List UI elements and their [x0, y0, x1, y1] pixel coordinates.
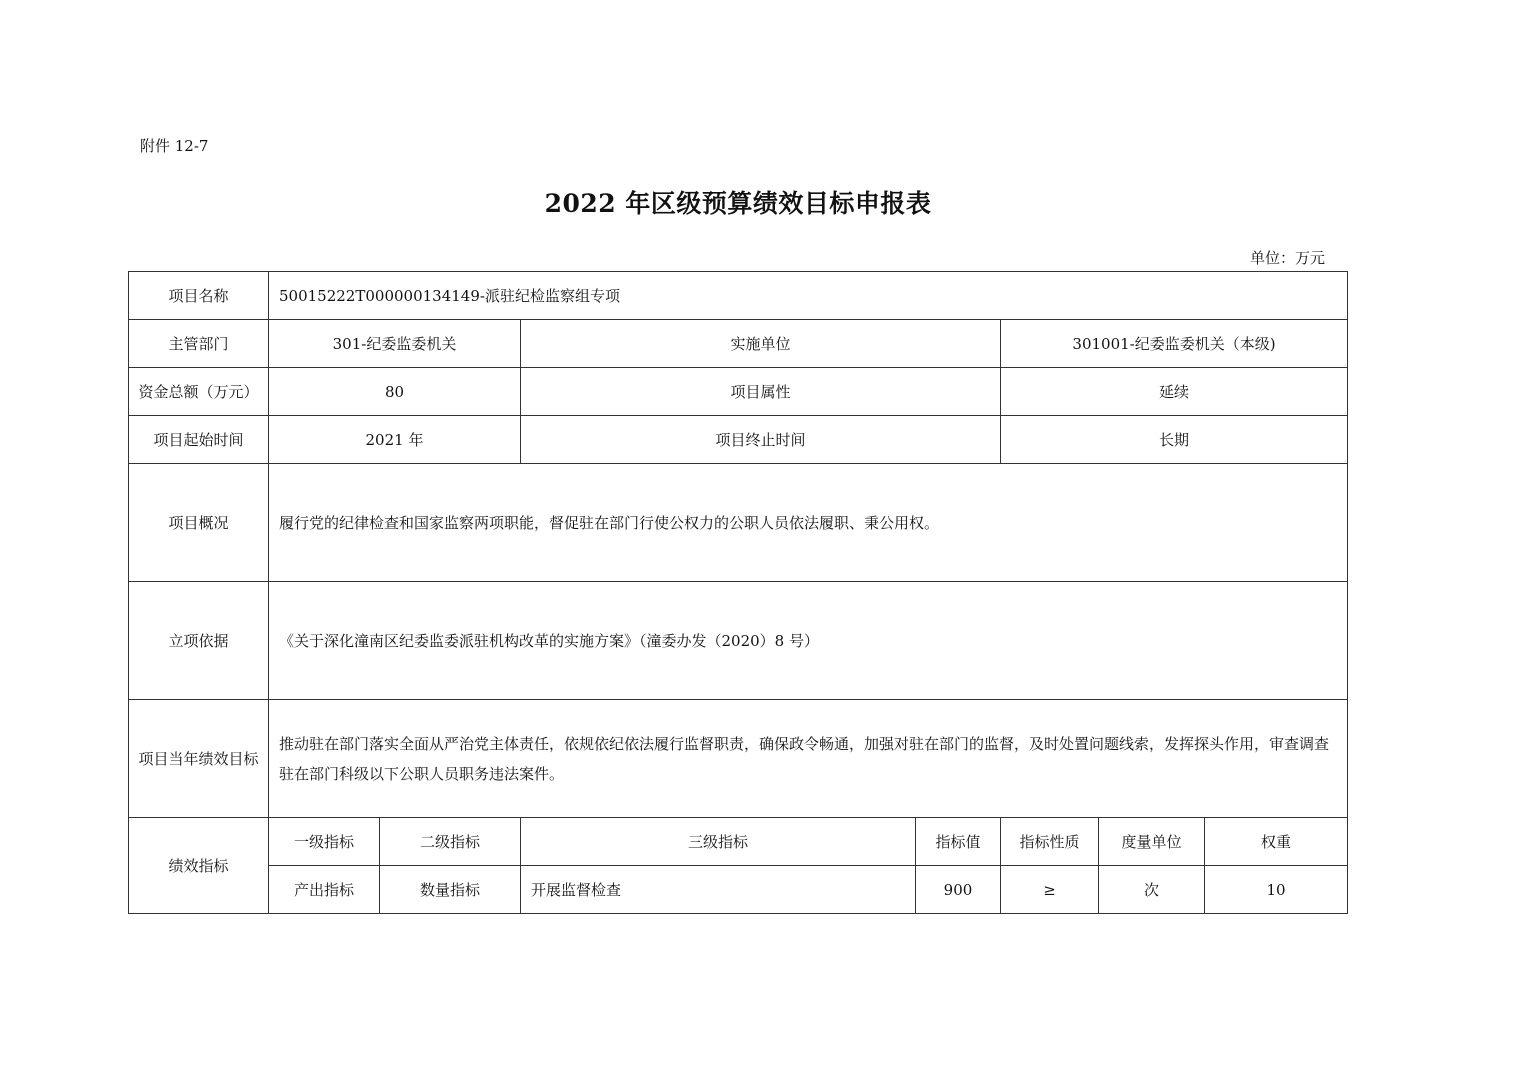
- unit-label: 单位：万元: [1250, 249, 1326, 267]
- funds-label: 资金总额（万元）: [129, 368, 269, 416]
- basis-label: 立项依据: [129, 582, 269, 700]
- indicator-header-level3: 三级指标: [521, 818, 916, 866]
- funds-value: 80: [269, 368, 521, 416]
- row-department: [129, 320, 1348, 368]
- indicator-weight: 10: [1205, 866, 1348, 914]
- indicator-level2: 数量指标: [380, 866, 521, 914]
- indicator-value: 900: [916, 866, 1001, 914]
- row-funds: [129, 368, 1348, 416]
- end-time-label: 项目终止时间: [521, 416, 1001, 464]
- implementing-unit-value: 301001-纪委监委机关（本级): [1001, 320, 1348, 368]
- start-time-label: 项目起始时间: [129, 416, 269, 464]
- indicator-header-level1: 一级指标: [269, 818, 380, 866]
- indicator-header-nature: 指标性质: [1001, 818, 1099, 866]
- start-time-value: 2021 年: [269, 416, 521, 464]
- indicators-label: 绩效指标: [129, 818, 269, 914]
- row-period: [129, 416, 1348, 464]
- overview-label: 项目概况: [129, 464, 269, 582]
- row-overview: [129, 464, 1348, 582]
- project-name-value: 50015222T000000134149-派驻纪检监察组专项: [269, 272, 1348, 320]
- page-title: 2022 年区级预算绩效目标申报表: [544, 189, 932, 218]
- indicator-header-weight: 权重: [1205, 818, 1348, 866]
- project-attribute-label: 项目属性: [521, 368, 1001, 416]
- overview-value: 履行党的纪律检查和国家监察两项职能，督促驻在部门行使公权力的公职人员依法履职、秉公用权。: [269, 464, 1348, 582]
- project-attribute-value: 延续: [1001, 368, 1348, 416]
- row-goal: [129, 700, 1348, 818]
- project-name-label: 项目名称: [129, 272, 269, 320]
- goal-value: 推动驻在部门落实全面从严治党主体责任，依规依纪依法履行监督职责，确保政令畅通，加强对驻在部门的监督，及时处置问题线索，发挥探头作用，审查调查驻在部门科级以下公职人员职务违法案件。: [269, 700, 1348, 818]
- indicator-row: [129, 866, 1348, 914]
- basis-value: 《关于深化潼南区纪委监委派驻机构改革的实施方案》（潼委办发（2020）8 号）: [269, 582, 1348, 700]
- row-basis: [129, 582, 1348, 700]
- indicator-header-level2: 二级指标: [380, 818, 521, 866]
- indicator-level3: 开展监督检查: [521, 866, 916, 914]
- implementing-unit-label: 实施单位: [521, 320, 1001, 368]
- department-value: 301-纪委监委机关: [269, 320, 521, 368]
- indicator-header-value: 指标值: [916, 818, 1001, 866]
- row-project-name: [129, 272, 1348, 320]
- budget-performance-table: [128, 271, 1348, 914]
- indicator-header-row: [129, 818, 1348, 866]
- attachment-number: 附件 12-7: [140, 137, 209, 155]
- indicator-header-unit: 度量单位: [1099, 818, 1205, 866]
- goal-label: 项目当年绩效目标: [129, 700, 269, 818]
- department-label: 主管部门: [129, 320, 269, 368]
- indicator-unit: 次: [1099, 866, 1205, 914]
- indicator-nature: ≥: [1001, 866, 1099, 914]
- end-time-value: 长期: [1001, 416, 1348, 464]
- indicator-level1: 产出指标: [269, 866, 380, 914]
